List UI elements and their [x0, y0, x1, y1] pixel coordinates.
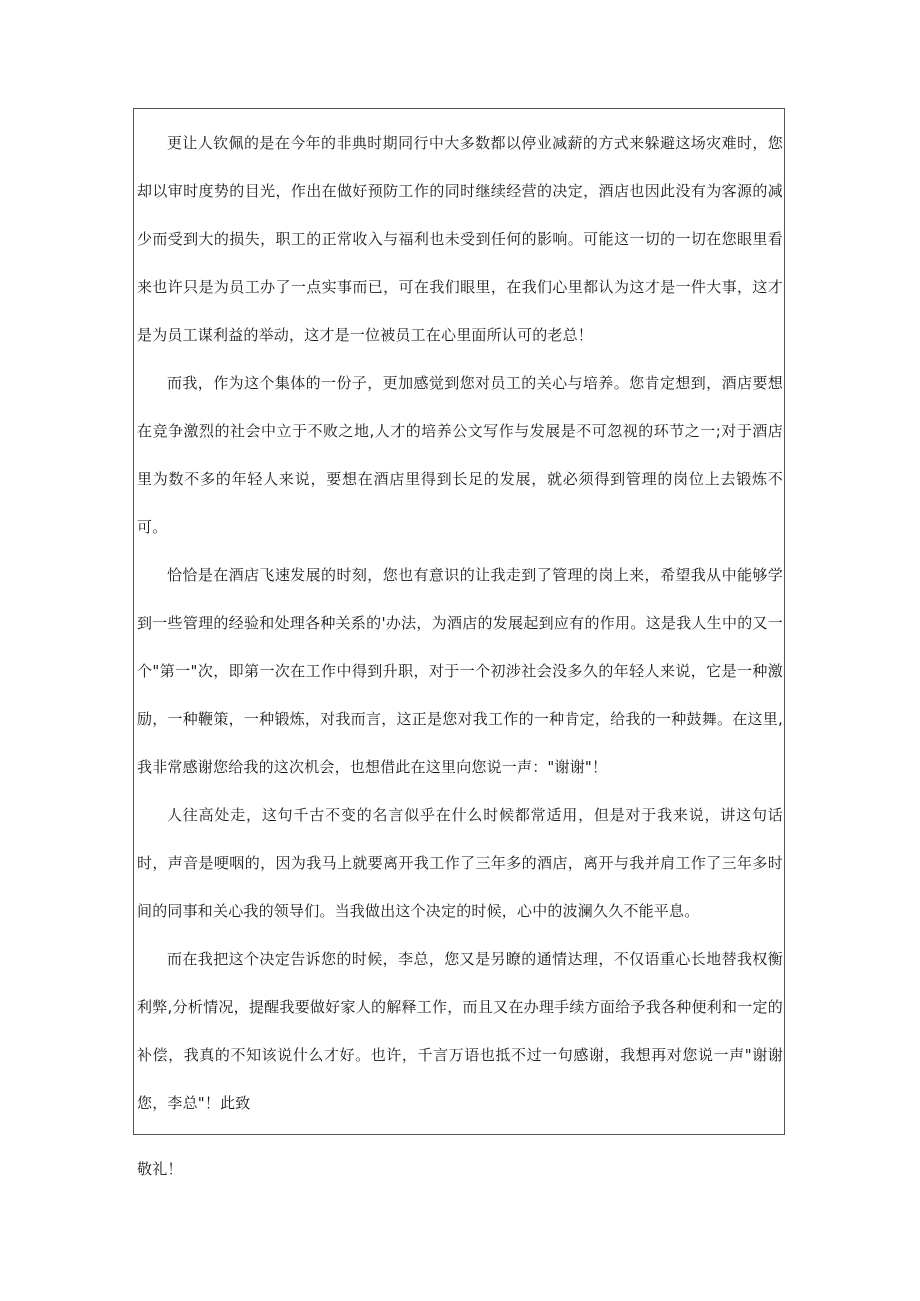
paragraph-5: 而在我把这个决定告诉您的时候，李总，您又是另瞭的通情达理，不仅语重心长地替我权衡利弊,分析情况，提醒我要做好家人的解释工作，而且又在办理手续方面给予我各种便利和一定的补偿，我真的不知该说什么才好。也许，千言万语也抵不过一句感谢，我想再对您说一声"谢谢您，李总"！此致 — [137, 950, 783, 1112]
paragraph-1: 更让人钦佩的是在今年的非典时期同行中大多数都以停业减薪的方式来躲避这场灾难时，您却以审时度势的目光，作出在做好预防工作的同时继续经营的决定，酒店也因此没有为客源的减少而受到大的损失，职工的正常收入与福利也未受到任何的影响。可能这一切的一切在您眼里看来也许只是为员工办了一点实事而已，可在我们眼里，在我们心里都认为这才是一件大事，这才是为员工谋利益的举动，这才是一位被员工在心里面所认可的老总！ — [137, 134, 783, 344]
paragraph-3: 恰恰是在酒店飞速发展的时刻，您也有意识的让我走到了管理的岗上来，希望我从中能够学到一些管理的经验和处理各种关系的'办法，为酒店的发展起到应有的作用。这是我人生中的又一个"第一"次，即第一次在工作中得到升职，对于一个初涉社会没多久的年轻人来说，它是一种激励，一种鞭策，一种锻炼，对我而言，这正是您对我工作的一种肯定，给我的一种鼓舞。在这里,我非常感谢您给我的这次机会，也想借此在这里向您说一声："谢谢"！ — [137, 566, 783, 776]
document-frame — [133, 108, 785, 1178]
paragraph-4: 人往高处走，这句千古不变的名言似乎在什么时候都常适用，但是对于我来说，讲这句话时，声音是哽咽的，因为我马上就要离开我工作了三年多的酒店，离开与我并肩工作了三年多时间的同事和关心我的领导们。当我做出这个决定的时候，心中的波澜久久不能平息。 — [137, 806, 783, 920]
document-body — [137, 119, 783, 1193]
closing-salutation: 敬礼！ — [137, 1160, 183, 1178]
paragraph-2: 而我，作为这个集体的一份子，更加感觉到您对员工的关心与培养。您肯定想到，酒店要想在竞争激烈的社会中立于不败之地,人才的培养公文写作与发展是不可忽视的环节之一;对于酒店里为数不多的年轻人来说，要想在酒店里得到长足的发展，就必须得到管理的岗位上去锻炼不可。 — [137, 374, 783, 536]
